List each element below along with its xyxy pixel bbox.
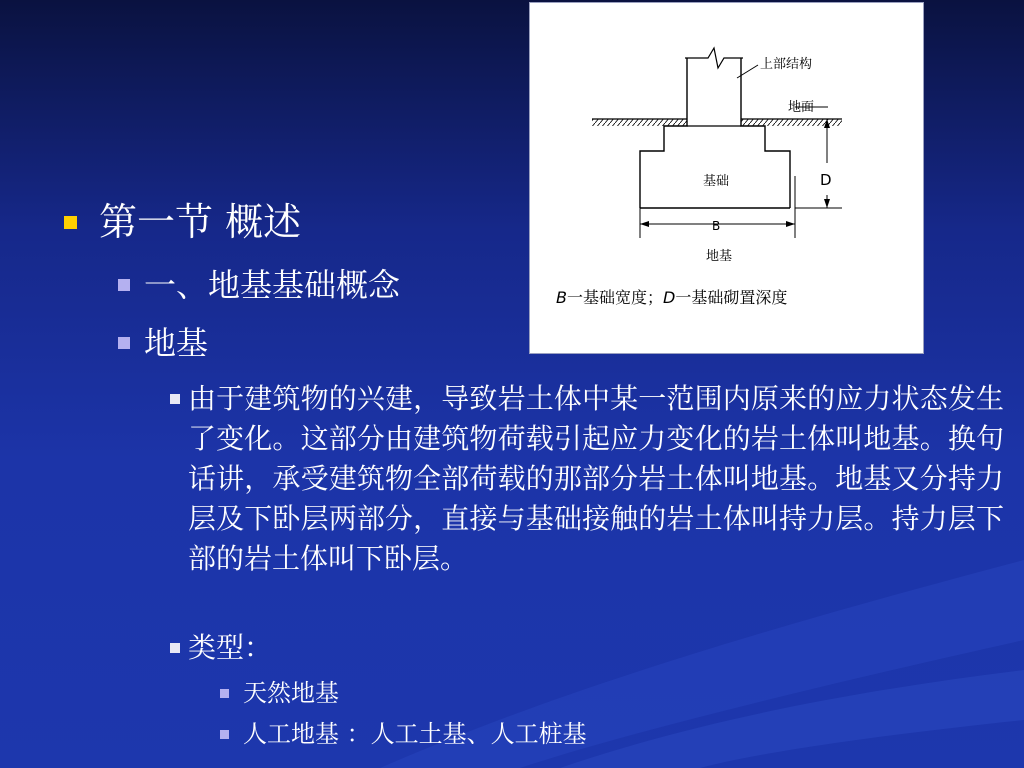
definition-item — [170, 379, 1004, 579]
bullet-square-icon — [170, 643, 180, 653]
section-heading-text: 第一节 概述 — [99, 200, 302, 244]
type-artificial-text: 人工地基 ：人工土基、人工桩基 — [243, 720, 587, 748]
bullet-square-icon — [220, 689, 229, 698]
label-subgrade: 地基 — [706, 249, 733, 264]
label-d: D — [820, 171, 832, 189]
definition-paragraph: 由于建筑物的兴建，导致岩土体中某一范围内原来的应力状态发生了变化。这部分由建筑物荷载引起应力变化的岩土体叫地基。换句话讲，承受建筑物全部荷载的那部分岩土体叫地基。地基又分持力层及下卧层两部分，直接与基础接触的岩土体叫持力层。持力层下部的岩土体叫下卧层。 — [188, 382, 1004, 575]
types-label: 类型： — [188, 631, 273, 664]
caption-b-text: 一基础宽度； — [566, 288, 663, 307]
bullet-square-icon — [118, 337, 130, 349]
type-artificial — [220, 719, 587, 749]
section-heading — [64, 200, 301, 244]
b-arrow-left — [640, 221, 649, 227]
label-superstructure: 上部结构 — [760, 57, 813, 72]
label-b: B — [712, 219, 721, 233]
b-arrow-right — [786, 221, 795, 227]
caption-d-symbol: D — [663, 288, 676, 307]
type-natural-text: 天然地基 — [243, 679, 339, 707]
bullet-square-icon — [170, 394, 180, 404]
label-foundation: 基础 — [703, 174, 730, 189]
bullet-square-icon — [220, 730, 229, 739]
caption-d-text: 一基础砌置深度 — [675, 288, 788, 307]
figure-caption — [556, 288, 787, 307]
column-break-mark — [685, 48, 743, 68]
bullet-square-icon — [64, 216, 77, 229]
subheading-subgrade — [118, 323, 208, 363]
label-ground: 地面 — [788, 100, 815, 115]
ground-hatch-left — [592, 119, 687, 126]
caption-b-symbol: B — [556, 288, 567, 307]
types-item — [170, 628, 272, 668]
d-arrow-bottom — [824, 199, 830, 208]
superstructure-leader — [737, 65, 758, 78]
subheading-concept — [118, 265, 400, 305]
subheading-subgrade-text: 地基 — [144, 324, 209, 362]
foundation-diagram — [529, 2, 924, 354]
subheading-concept-text: 一、地基基础概念 — [144, 266, 401, 304]
type-natural — [220, 678, 339, 708]
bullet-square-icon — [118, 279, 130, 291]
